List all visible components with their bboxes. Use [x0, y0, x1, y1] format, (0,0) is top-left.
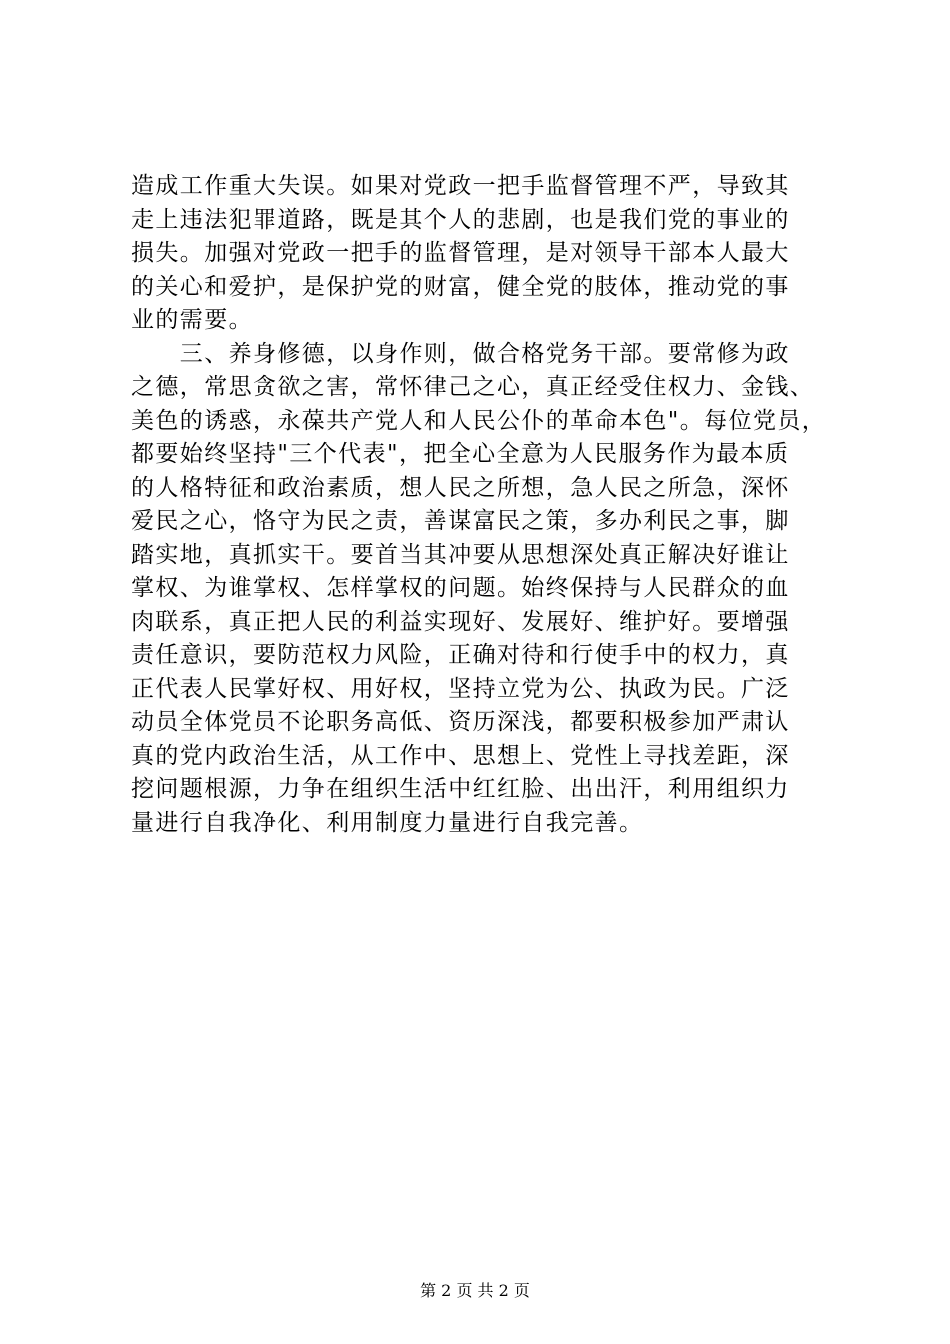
text-line: 走上违法犯罪道路，既是其个人的悲剧，也是我们党的事业的 [131, 206, 790, 233]
text-line: 美色的诱惑，永葆共产党人和人民公仆的革命本色"。每位党员， [131, 407, 827, 434]
text-line: 损失。加强对党政一把手的监督管理，是对领导干部本人最大 [131, 240, 790, 266]
text-line: 之德，常思贪欲之害，常怀律己之心，真正经受住权力、金钱、 [131, 374, 815, 400]
text-line: 造成工作重大失误。如果对党政一把手监督管理不严，导致其 [131, 173, 790, 199]
text-line: 业的需要。 [131, 307, 253, 333]
text-line: 肉联系，真正把人民的利益实现好、发展好、维护好。要增强 [131, 608, 790, 635]
text-line: 动员全体党员不论职务高低、资历深浅，都要积极参加严肃认 [131, 709, 790, 735]
text-line: 的人格特征和政治素质，想人民之所想，急人民之所急，深怀 [131, 474, 790, 501]
text-line: 量进行自我净化、利用制度力量进行自我完善。 [131, 809, 644, 836]
text-line: 三、养身修德，以身作则，做合格党务干部。要常修为政 [131, 340, 790, 367]
text-line: 的关心和爱护，是保护党的财富，健全党的肢体，推动党的事 [131, 273, 790, 300]
page-number-label: 第 2 页 共 2 页 [420, 1281, 530, 1300]
body-text [131, 170, 831, 840]
text-line: 挖问题根源，力争在组织生活中红红脸、出出汗，利用组织力 [131, 776, 790, 802]
text-line: 爱民之心，恪守为民之责，善谋富民之策，多办利民之事，脚 [131, 508, 790, 534]
text-line: 真的党内政治生活，从工作中、思想上、党性上寻找差距，深 [131, 742, 790, 769]
text-line: 掌权、为谁掌权、怎样掌权的问题。始终保持与人民群众的血 [131, 575, 790, 601]
text-line: 正代表人民掌好权、用好权，坚持立党为公、执政为民。广泛 [131, 675, 790, 702]
page-footer [0, 1281, 950, 1301]
text-line: 踏实地，真抓实干。要首当其冲要从思想深处真正解决好谁让 [131, 541, 790, 568]
text-line: 都要始终坚持"三个代表"，把全心全意为人民服务作为最本质 [131, 441, 790, 467]
text-line: 责任意识，要防范权力风险，正确对待和行使手中的权力，真 [131, 642, 790, 668]
